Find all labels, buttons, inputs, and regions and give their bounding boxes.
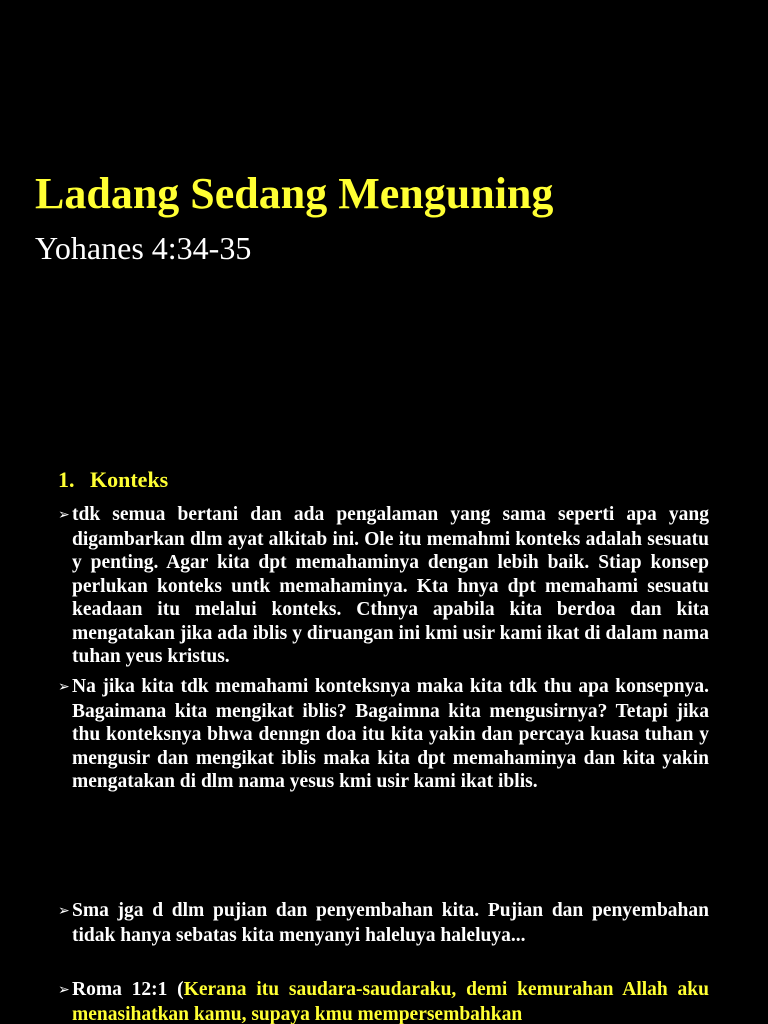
arrow-bullet-icon: ➢ [58, 903, 70, 919]
bullet-text: tdk semua bertani dan ada pengalaman yang sama seperti apa yang digambarkan dlm ayat alkitab ini. Ole itu memahmi konteks adalah sesuatu y penting. Agar kita dpt memahaminya dengan lebih baik. Stiap konsep perlukan konteks untk memahaminya. Kta hnya dpt memahami sesuatu keadaan itu melalui konteks. Cthnya apabila kita berdoa dan kita mengatakan jika ada iblis y diruangan ini kmi usir kami ikat di dalam nama tuhan yeus kristus. [72, 504, 709, 667]
slide-title: Ladang Sedang Menguning [35, 169, 554, 218]
arrow-bullet-icon: ➢ [58, 507, 70, 523]
bullet-item [58, 978, 709, 1024]
bullet-item [58, 675, 709, 794]
section-number: 1. [58, 467, 75, 492]
bullet-text: Na jika kita tdk memahami konteksnya maka kita tdk thu apa konsepnya. Bagaimana kita mengikat iblis? Bagaimna kita mengusirnya? Tetapi jika thu konteksnya bhwa denngn doa itu kita yakin dan percaya kuasa tuhan y mengusir dan mengikat iblis maka kita dpt memahaminya dan kita yakin mengatakan di dlm nama yesus kmi usir kami ikat iblis. [72, 676, 709, 792]
scripture-reference: Roma 12:1 ( [72, 979, 184, 1000]
section-label: Konteks [90, 467, 169, 492]
scripture-quote: Kerana itu saudara-saudaraku, demi kemurahan Allah aku menasihatkan kamu, supaya kmu mempersembahkan [72, 979, 709, 1024]
section-heading [58, 465, 168, 495]
arrow-bullet-icon: ➢ [58, 982, 70, 998]
bullet-item [58, 899, 709, 947]
slide-subtitle: Yohanes 4:34-35 [35, 230, 252, 266]
bullet-text: Sma jga d dlm pujian dan penyembahan kita. Pujian dan penyembahan tidak hanya sebatas kita menyanyi haleluya haleluya... [72, 900, 709, 946]
arrow-bullet-icon: ➢ [58, 679, 70, 695]
bullet-item [58, 503, 709, 669]
